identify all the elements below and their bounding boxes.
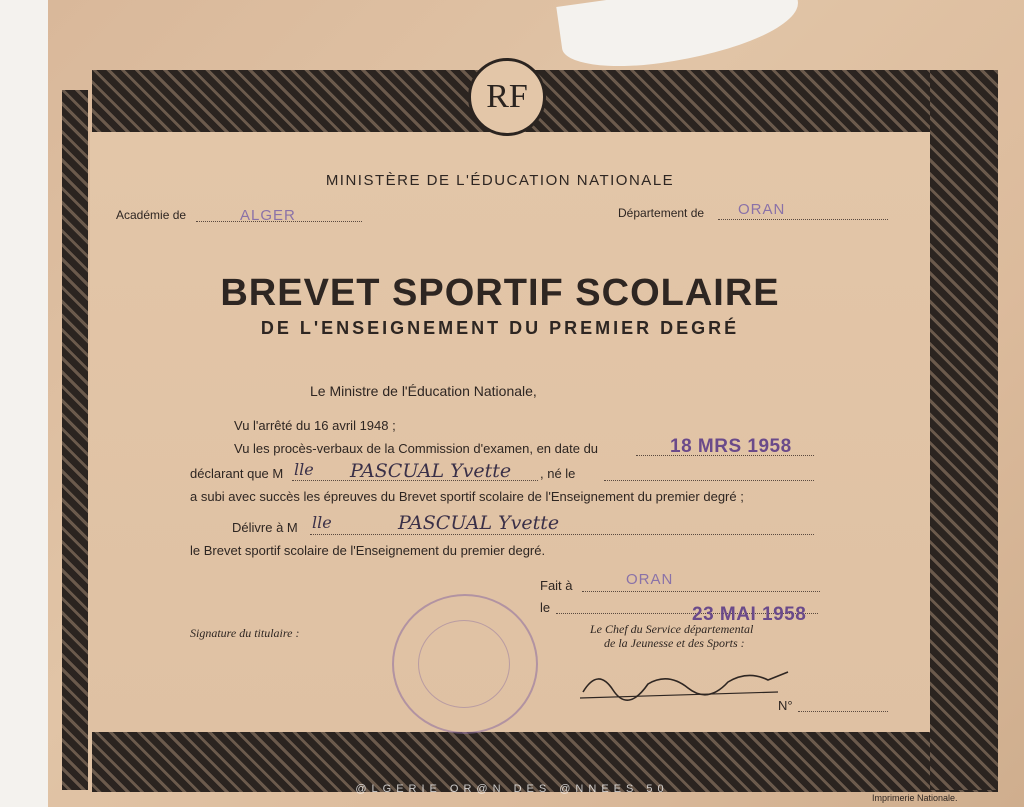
declarant-label: déclarant que M [190,466,284,481]
academie-label: Académie de [116,208,187,222]
imprimerie-label: Imprimerie Nationale. [872,793,958,803]
born-line [604,480,814,481]
issue-date-stamp: 23 MAI 1958 [692,604,807,625]
proces-verbaux-line: Vu les procès-verbaux de la Commission d'examen, en date du [234,441,599,456]
delivre-label: Délivre à M [232,520,298,535]
departement-line [718,219,888,220]
certificate-subtitle: DE L'ENSEIGNEMENT DU PREMIER DEGRÉ [260,318,740,338]
departement-label: Département de [618,206,705,220]
academie-value: ALGER [240,207,296,224]
official-seal-inner [418,620,510,708]
arrete-line: Vu l'arrêté du 16 avril 1948 ; [234,418,396,433]
decorative-frame-left [62,90,88,790]
chef-service-line2: de la Jeunesse et des Sports : [604,636,745,650]
rf-emblem-icon [468,58,546,136]
success-line: a subi avec succès les épreuves du Brevet sportif scolaire de l'Enseignement du premier degré ; [190,489,744,504]
declarant-name-hand: PASCUAL Yvette [350,460,512,482]
numero-line [798,711,888,712]
delivre-name-hand: PASCUAL Yvette [398,512,560,534]
born-label: , né le [540,466,576,481]
emblem-letters: RF [486,78,528,115]
brevet-line: le Brevet sportif scolaire de l'Enseignement du premier degré. [190,543,546,558]
signature-titulaire-label: Signature du titulaire : [190,626,300,640]
fait-value: ORAN [626,571,674,588]
minister-line: Le Ministre de l'Éducation Nationale, [310,383,537,399]
delivre-name-line [310,534,814,535]
declarant-title-hand: lle [294,460,314,479]
fait-label: Fait à [540,578,573,593]
certificate-title: BREVET SPORTIF SCOLAIRE [220,272,780,314]
numero-label: N° [778,698,793,713]
watermark-text: @LGERIE OR@N DES @NNEES 50 [355,783,669,795]
ministry-heading: MINISTÈRE DE L'ÉDUCATION NATIONALE [325,172,675,189]
exam-date-stamp: 18 MRS 1958 [670,436,792,457]
departement-value: ORAN [738,201,786,218]
chef-service-line1: Le Chef du Service départemental [590,622,754,636]
delivre-title-hand: lle [312,513,332,532]
fait-line [582,591,820,592]
le-label: le [540,600,551,615]
